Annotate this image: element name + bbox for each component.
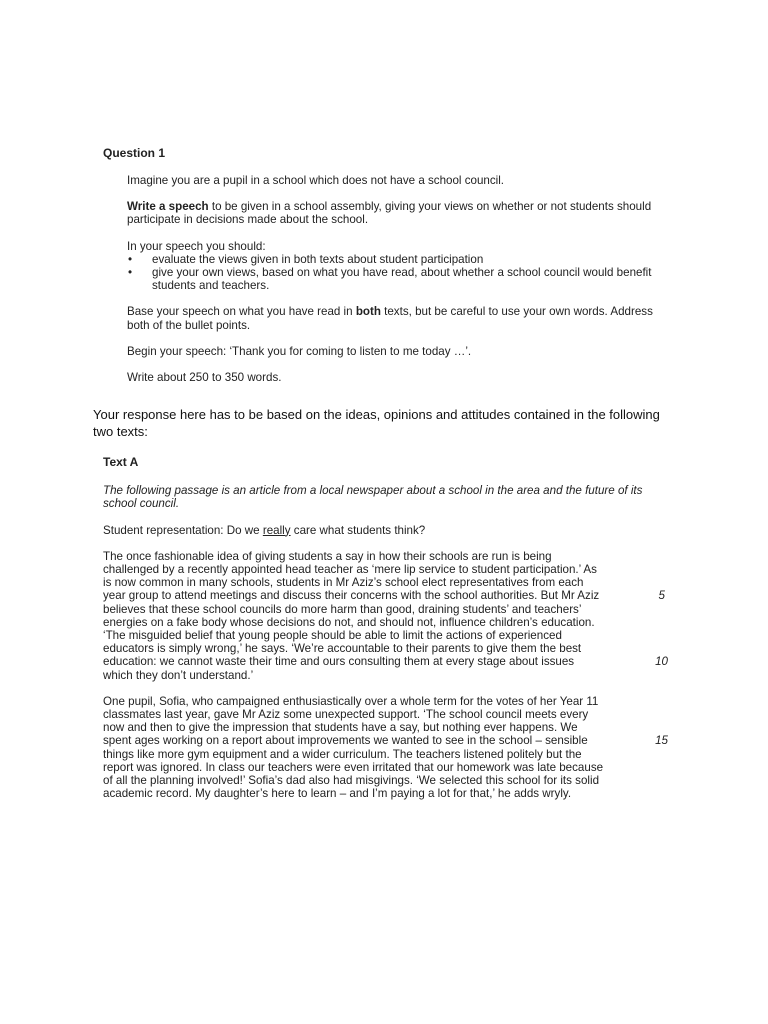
base-part-1: Base your speech on what you have read in <box>127 305 356 319</box>
subtitle-part-2: care what students think? <box>290 523 426 537</box>
question-prompt: Imagine you are a pupil in a school which does not have a school council. <box>127 174 505 187</box>
base-instruction <box>127 305 658 331</box>
base-part-2: texts, but be careful to use your own words. Address both of the bullet points. <box>127 305 653 332</box>
subtitle-underlined: really <box>262 523 291 537</box>
text-line: challenged by a recently appointed head teacher as ‘mere lip service to student participation.’ As <box>103 563 597 577</box>
text-line: educators is simply wrong,’ he says. ‘We’re accountable to their parents to give them the best <box>103 642 582 656</box>
line-number: 10 <box>655 655 668 669</box>
text-line: things like more gym equipment and a wider curriculum. The teachers listened politely but the <box>103 747 582 761</box>
text-line <box>103 655 668 669</box>
word-count-instruction: Write about 250 to 350 words. <box>127 371 282 385</box>
text-a-heading: Text A <box>103 455 139 469</box>
response-intro: Your response here has to be based on the ideas, opinions and attitudes contained in the following two texts: <box>93 407 660 439</box>
text-line: now and then to give the impression that students have a say, but nothing ever happens. We <box>103 721 578 735</box>
text-a <box>103 456 668 813</box>
bullet-item: • evaluate the views given in both texts about student participation <box>127 253 658 266</box>
task-rest: to be given in a school assembly, giving your views on whether or not students should participate in decisions made about the school. <box>127 200 652 227</box>
base-bold: both <box>355 305 381 319</box>
text-line: The once fashionable idea of giving students a say in how their schools are run is being <box>103 549 552 563</box>
question-title: Question 1 <box>103 146 166 160</box>
paragraph-1 <box>103 550 668 682</box>
text-line: believes that these school councils do more harm than good, draining students’ and teachers’ <box>103 602 582 616</box>
question-task <box>127 200 658 226</box>
bullet-list <box>127 253 658 293</box>
speech-should: In your speech you should: <box>127 239 266 253</box>
text-line <box>103 734 668 748</box>
text-line: energies on a fake body whose decisions do not, and should not, influence children’s education. <box>103 615 595 629</box>
text-line: of all the planning involved!’ Sofia’s dad also had misgivings. ‘We selected this school for its solid <box>103 774 600 788</box>
task-bold: Write a speech <box>127 200 209 214</box>
line-number: 5 <box>658 589 665 603</box>
text-a-description: The following passage is an article from a local newspaper about a school in the area and the future of its school council. <box>103 484 643 511</box>
text-line <box>103 589 665 603</box>
bullet-item: • give your own views, based on what you have read, about whether a school council would benefit students and teachers. <box>127 266 658 292</box>
text-line: which they don’t understand.’ <box>103 668 254 682</box>
text-line: classmates last year, gave Mr Aziz some unexpected support. ‘The school council meets every <box>103 708 589 722</box>
text-line: ‘The misguided belief that young people should be able to limit the actions of experienced <box>103 629 562 643</box>
begin-instruction: Begin your speech: ‘Thank you for coming to listen to me today …’. <box>127 344 472 358</box>
subtitle-part-1: Student representation: Do we <box>103 523 263 537</box>
line-number: 15 <box>655 734 668 748</box>
text-line-content: year group to attend meetings and discuss their concerns with the school authorities. But Mr Aziz <box>103 589 600 603</box>
text-line-content: spent ages working on a report about improvements we wanted to see in the school – sensible <box>103 734 588 748</box>
paragraph-2 <box>103 695 668 801</box>
text-line: One pupil, Sofia, who campaigned enthusiastically over a whole term for the votes of her Year 11 <box>103 694 599 708</box>
text-line: is now common in many schools, students in Mr Aziz’s school elect representatives from each <box>103 576 584 590</box>
text-line: academic record. My daughter’s here to learn – and I’m paying a lot for that,’ he adds wryly. <box>103 787 572 801</box>
question-body <box>127 174 658 397</box>
text-line: report was ignored. In class our teachers were even irritated that our homework was late because <box>103 760 604 774</box>
text-a-subtitle <box>103 524 668 537</box>
text-line-content: education: we cannot waste their time and ours consulting them at every stage about issues <box>103 655 575 669</box>
